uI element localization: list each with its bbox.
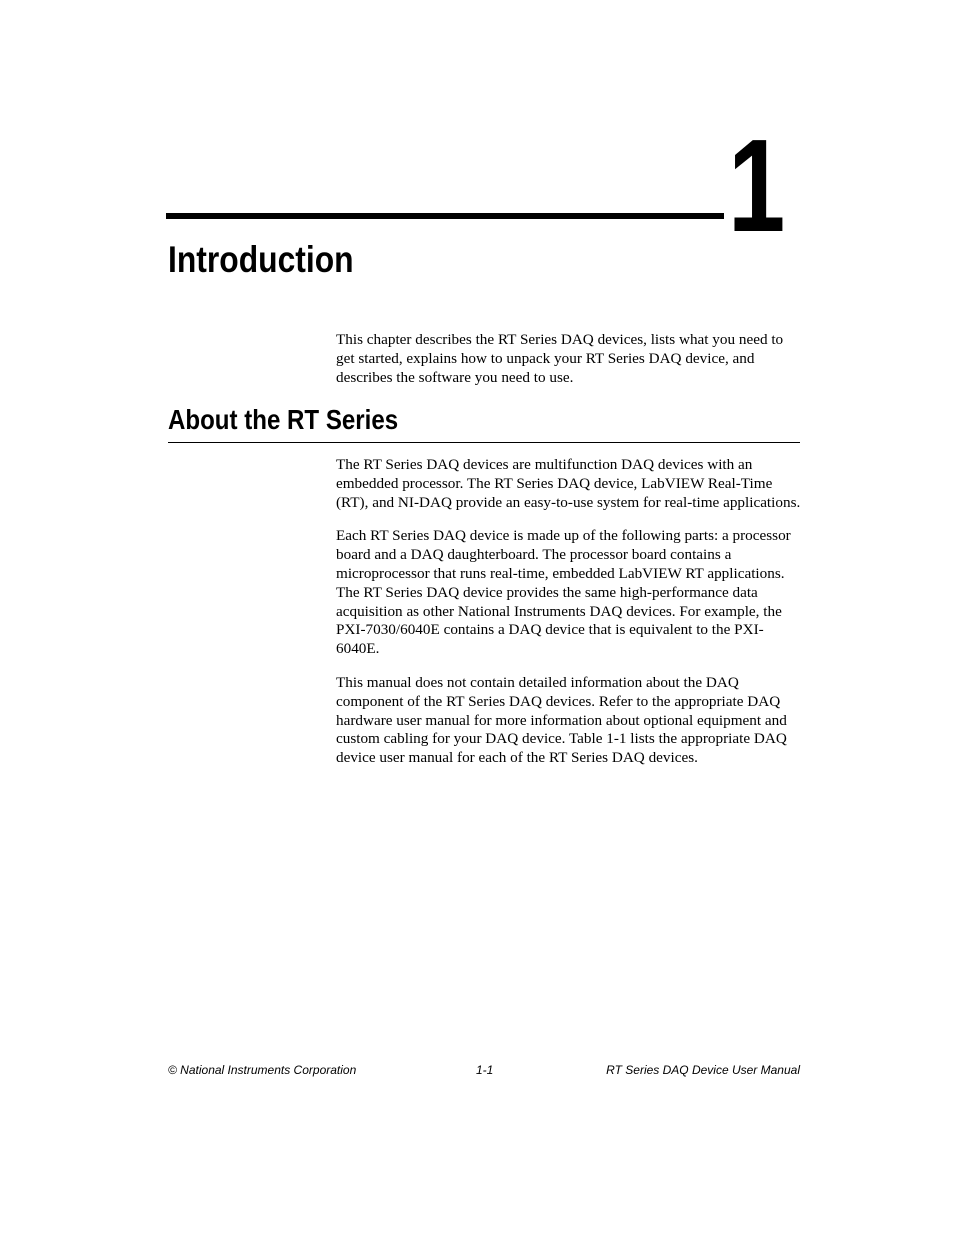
footer-manual-title: RT Series DAQ Device User Manual <box>606 1063 800 1077</box>
chapter-intro-paragraph: This chapter describes the RT Series DAQ devices, lists what you need to get started, explains how to unpack your RT Series DAQ device, and describes the software you need to use. <box>336 331 784 386</box>
chapter-rule <box>166 213 724 219</box>
section-rule <box>168 442 800 443</box>
section-body <box>336 456 802 783</box>
section-heading: About the RT Series <box>168 404 399 435</box>
footer-page-number: 1-1 <box>476 1063 494 1077</box>
body-paragraph-1: The RT Series DAQ devices are multifunction DAQ devices with an embedded processor. The RT Series DAQ device, LabVIEW Real-Time (RT), and NI-DAQ provide an easy-to-use system for real-time applications. <box>336 456 801 511</box>
body-paragraph-3: This manual does not contain detailed information about the DAQ component of the RT Series DAQ devices. Refer to the appropriate DAQ hardware user manual for more information about optional equipment and custom cabling for your DAQ device. Table 1-1 lists the appropriate DAQ device user manual for each of the RT Series DAQ devices. <box>336 673 787 767</box>
body-paragraph-2: Each RT Series DAQ device is made up of the following parts: a processor board and a DAQ daughterboard. The processor board contains a microprocessor that runs real-time, embedded LabVIEW RT applications. The RT Series DAQ device provides the same high-performance data acquisition as other National Instruments DAQ devices. For example, the PXI-7030/6040E contains a DAQ device that is equivalent to the PXI-6040E. <box>336 527 791 658</box>
footer-copyright: © National Instruments Corporation <box>168 1063 357 1077</box>
chapter-title: Introduction <box>168 239 354 280</box>
chapter-number: 1 <box>728 112 783 259</box>
